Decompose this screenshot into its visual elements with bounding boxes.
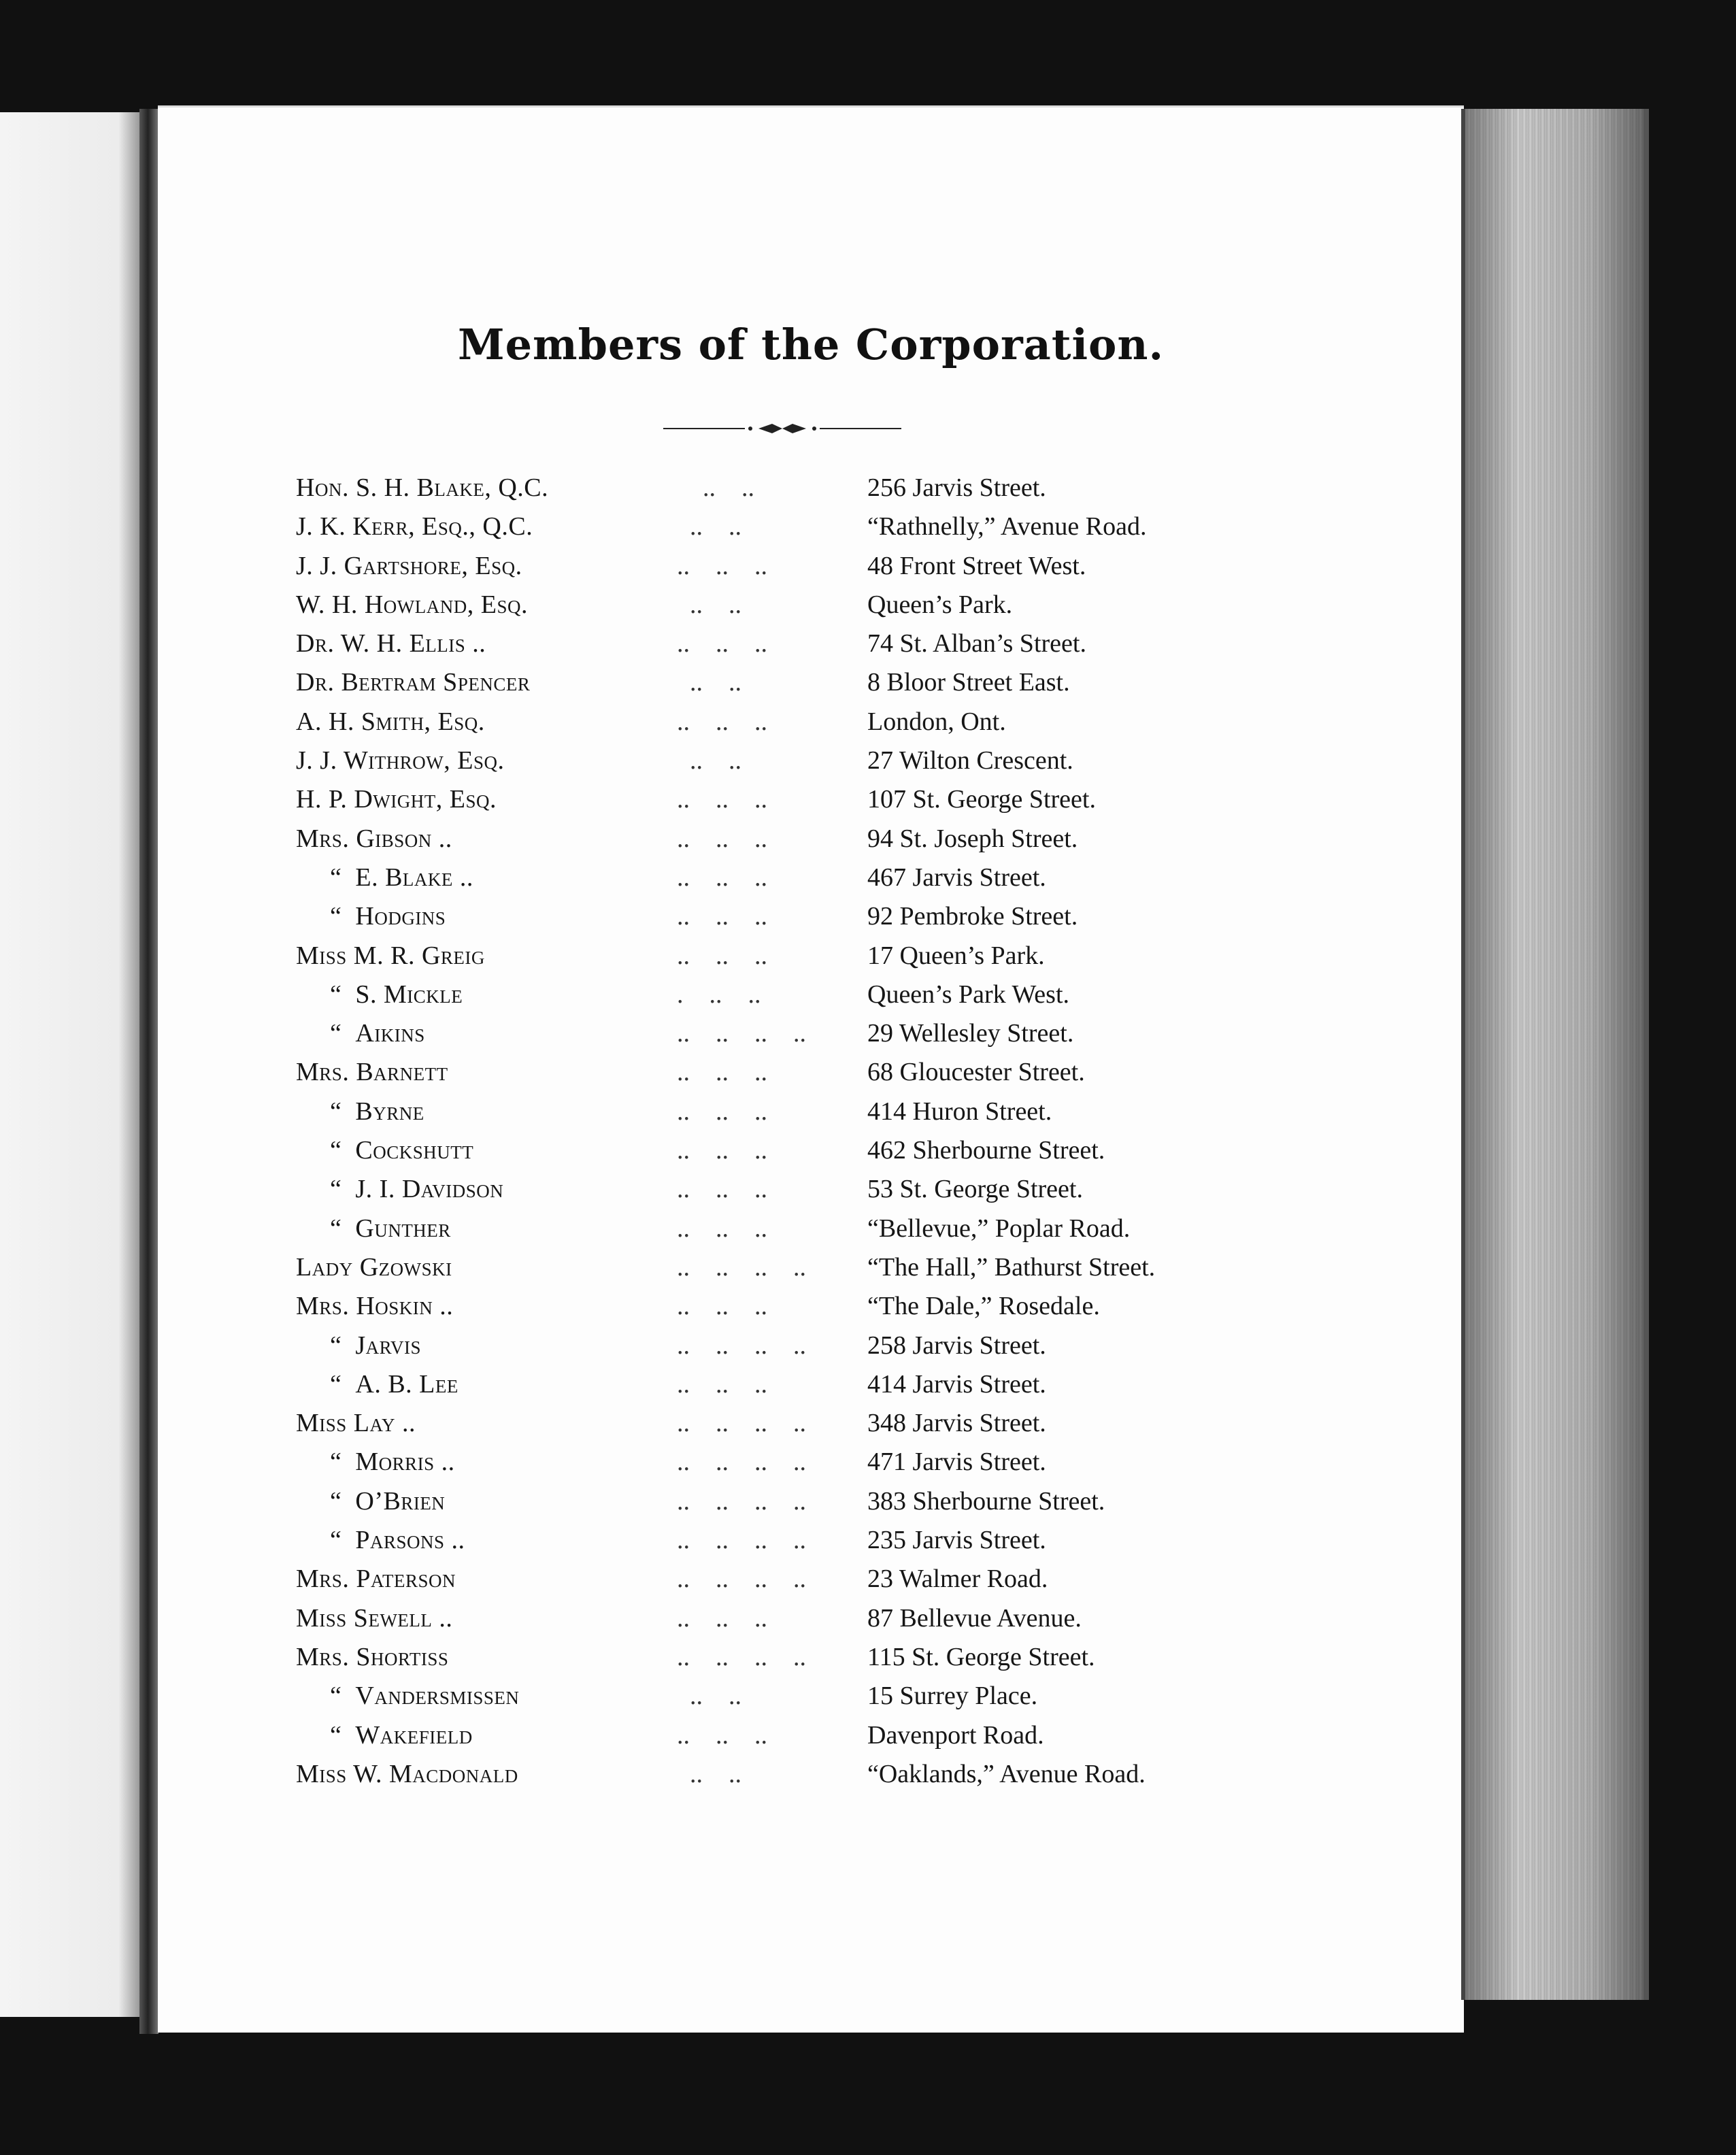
leader-dots: .. .. .. <box>677 863 767 892</box>
member-name: “ Jarvis <box>330 1331 421 1360</box>
list-item <box>296 473 1303 512</box>
member-address: “The Dale,” Rosedale. <box>867 1292 1100 1321</box>
member-address: 383 Sherbourne Street. <box>867 1486 1105 1516</box>
list-item <box>296 1331 1303 1369</box>
member-address: 94 St. Joseph Street. <box>867 824 1078 853</box>
leader-dots: .. .. .. <box>677 1603 767 1633</box>
list-item <box>296 980 1303 1018</box>
list-item <box>296 1681 1303 1720</box>
list-item <box>296 863 1303 901</box>
list-item <box>296 707 1303 746</box>
member-address: 74 St. Alban’s Street. <box>867 629 1086 658</box>
list-item <box>296 941 1303 980</box>
leader-dots: .. .. .. <box>677 1369 767 1399</box>
page-title: Members of the Corporation. <box>457 320 1165 369</box>
list-item <box>296 746 1303 784</box>
member-name: Dr. W. H. Ellis .. <box>296 629 486 658</box>
member-name: Lady Gzowski <box>296 1252 452 1282</box>
member-address: Davenport Road. <box>867 1720 1044 1750</box>
list-item <box>296 1525 1303 1564</box>
leader-dots: .. .. .. <box>677 1136 767 1165</box>
member-name: “ Morris .. <box>330 1447 455 1477</box>
member-address: 53 St. George Street. <box>867 1175 1083 1204</box>
leader-dots: .. .. <box>677 746 741 775</box>
member-address: 92 Pembroke Street. <box>867 902 1078 931</box>
member-address: 17 Queen’s Park. <box>867 941 1045 970</box>
list-item <box>296 1252 1303 1291</box>
leader-dots: .. .. .. <box>677 707 767 736</box>
member-address: 27 Wilton Crescent. <box>867 746 1073 775</box>
list-item <box>296 1486 1303 1525</box>
member-address: Queen’s Park. <box>867 590 1013 619</box>
member-address: 258 Jarvis Street. <box>867 1331 1046 1360</box>
member-address: 471 Jarvis Street. <box>867 1448 1046 1477</box>
member-address: 414 Jarvis Street. <box>867 1369 1046 1399</box>
member-address: 15 Surrey Place. <box>867 1682 1038 1711</box>
member-name: W. H. Howland, Esq. <box>296 590 528 619</box>
member-address: 256 Jarvis Street. <box>867 473 1046 502</box>
list-item <box>296 1018 1303 1057</box>
list-item <box>296 1057 1303 1096</box>
list-item <box>296 1642 1303 1681</box>
member-name: “ O’Brien <box>330 1486 445 1516</box>
leader-dots: .. .. <box>677 1682 741 1711</box>
member-address: Queen’s Park West. <box>867 980 1070 1009</box>
member-address: 414 Huron Street. <box>867 1097 1052 1126</box>
list-item <box>296 1174 1303 1213</box>
member-address: “Rathnelly,” Avenue Road. <box>867 512 1147 541</box>
list-item <box>296 1603 1303 1642</box>
list-item <box>296 1291 1303 1330</box>
member-name: “ Wakefield <box>330 1720 473 1750</box>
members-list <box>296 473 1303 1798</box>
member-name: “ Byrne <box>330 1097 424 1126</box>
list-item <box>296 1759 1303 1798</box>
list-item <box>296 590 1303 629</box>
member-address: “Oaklands,” Avenue Road. <box>867 1759 1146 1788</box>
leader-dots: .. .. .. <box>677 1292 767 1321</box>
member-name: Miss M. R. Greig <box>296 941 485 970</box>
leader-dots: . .. .. <box>677 980 761 1009</box>
leader-dots: .. .. .. <box>677 824 767 853</box>
leader-dots: .. .. .. .. <box>677 1019 806 1048</box>
member-address: 68 Gloucester Street. <box>867 1058 1085 1087</box>
list-item <box>296 784 1303 823</box>
leader-dots: .. .. .. .. <box>677 1565 806 1594</box>
leader-dots: .. .. .. .. <box>677 1331 806 1360</box>
book-gutter <box>139 109 158 2034</box>
list-item <box>296 1447 1303 1486</box>
list-item <box>296 629 1303 667</box>
member-address: 467 Jarvis Street. <box>867 863 1046 892</box>
list-item <box>296 824 1303 863</box>
member-address: “The Hall,” Bathurst Street. <box>867 1252 1156 1282</box>
member-address: 48 Front Street West. <box>867 551 1086 580</box>
member-name: H. P. Dwight, Esq. <box>296 785 497 814</box>
left-page-edge <box>0 112 139 2017</box>
member-address: 348 Jarvis Street. <box>867 1409 1046 1438</box>
list-item <box>296 551 1303 590</box>
leader-dots: .. .. <box>677 590 741 619</box>
leader-dots: .. .. .. <box>677 1097 767 1126</box>
leader-dots: .. .. <box>677 1759 741 1788</box>
leader-dots: .. .. .. <box>677 551 767 580</box>
member-address: London, Ont. <box>867 707 1006 736</box>
list-item <box>296 1135 1303 1174</box>
title-ornament <box>663 420 901 437</box>
list-item <box>296 1369 1303 1408</box>
member-name: Dr. Bertram Spencer <box>296 668 531 697</box>
leader-dots: .. .. .. <box>677 1720 767 1750</box>
member-name: Miss Lay .. <box>296 1409 416 1438</box>
member-name: Hon. S. H. Blake, Q.C. <box>296 473 549 502</box>
member-name: Mrs. Paterson <box>296 1565 456 1594</box>
leader-dots: .. .. .. <box>677 902 767 931</box>
leader-dots: .. .. .. .. <box>677 1409 806 1438</box>
member-address: 107 St. George Street. <box>867 785 1096 814</box>
leader-dots: .. .. .. .. <box>677 1448 806 1477</box>
member-address: “Bellevue,” Poplar Road. <box>867 1214 1131 1243</box>
leader-dots: .. .. <box>677 668 741 697</box>
member-address: 115 St. George Street. <box>867 1642 1095 1671</box>
member-name: “ S. Mickle <box>330 980 463 1009</box>
member-address: 235 Jarvis Street. <box>867 1526 1046 1555</box>
member-name: “ J. I. Davidson <box>330 1174 503 1204</box>
list-item <box>296 667 1303 706</box>
list-item <box>296 1564 1303 1603</box>
member-name: Mrs. Hoskin .. <box>296 1292 454 1321</box>
member-name: “ Parsons .. <box>330 1525 465 1555</box>
leader-dots: .. .. .. .. <box>677 1486 806 1516</box>
member-address: 87 Bellevue Avenue. <box>867 1603 1082 1633</box>
member-name: Mrs. Gibson .. <box>296 824 452 853</box>
list-item <box>296 901 1303 940</box>
leader-dots: .. .. .. .. <box>677 1526 806 1555</box>
member-name: “ A. B. Lee <box>330 1369 458 1399</box>
member-address: 23 Walmer Road. <box>867 1565 1048 1594</box>
member-name: “ Hodgins <box>330 901 446 931</box>
list-item <box>296 1097 1303 1135</box>
leader-dots: .. .. <box>677 512 741 541</box>
member-name: “ E. Blake .. <box>330 863 473 892</box>
member-name: J. J. Gartshore, Esq. <box>296 551 522 580</box>
member-name: “ Cockshutt <box>330 1135 473 1165</box>
leader-dots: .. .. .. <box>677 1214 767 1243</box>
leader-dots: .. .. .. <box>677 785 767 814</box>
list-item <box>296 1214 1303 1252</box>
member-address: 29 Wellesley Street. <box>867 1019 1074 1048</box>
member-address: 462 Sherbourne Street. <box>867 1136 1105 1165</box>
member-name: J. J. Withrow, Esq. <box>296 746 505 775</box>
member-name: J. K. Kerr, Esq., Q.C. <box>296 512 533 541</box>
member-name: Mrs. Barnett <box>296 1058 448 1087</box>
list-item <box>296 1408 1303 1447</box>
list-item <box>296 512 1303 550</box>
leader-dots: .. .. <box>677 473 754 502</box>
leader-dots: .. .. .. <box>677 629 767 658</box>
leader-dots: .. .. .. <box>677 1175 767 1204</box>
member-address: 8 Bloor Street East. <box>867 668 1070 697</box>
member-name: “ Aikins <box>330 1018 425 1048</box>
leader-dots: .. .. .. .. <box>677 1642 806 1671</box>
member-name: “ Vandersmissen <box>330 1681 519 1711</box>
member-name: Miss W. Macdonald <box>296 1759 518 1788</box>
leader-dots: .. .. .. .. <box>677 1252 806 1282</box>
member-name: “ Gunther <box>330 1214 451 1243</box>
list-item <box>296 1720 1303 1759</box>
member-name: Miss Sewell .. <box>296 1603 453 1633</box>
member-name: A. H. Smith, Esq. <box>296 707 485 736</box>
leader-dots: .. .. .. <box>677 941 767 970</box>
page-edges <box>1461 109 1649 2000</box>
leader-dots: .. .. .. <box>677 1058 767 1087</box>
member-name: Mrs. Shortiss <box>296 1642 449 1671</box>
